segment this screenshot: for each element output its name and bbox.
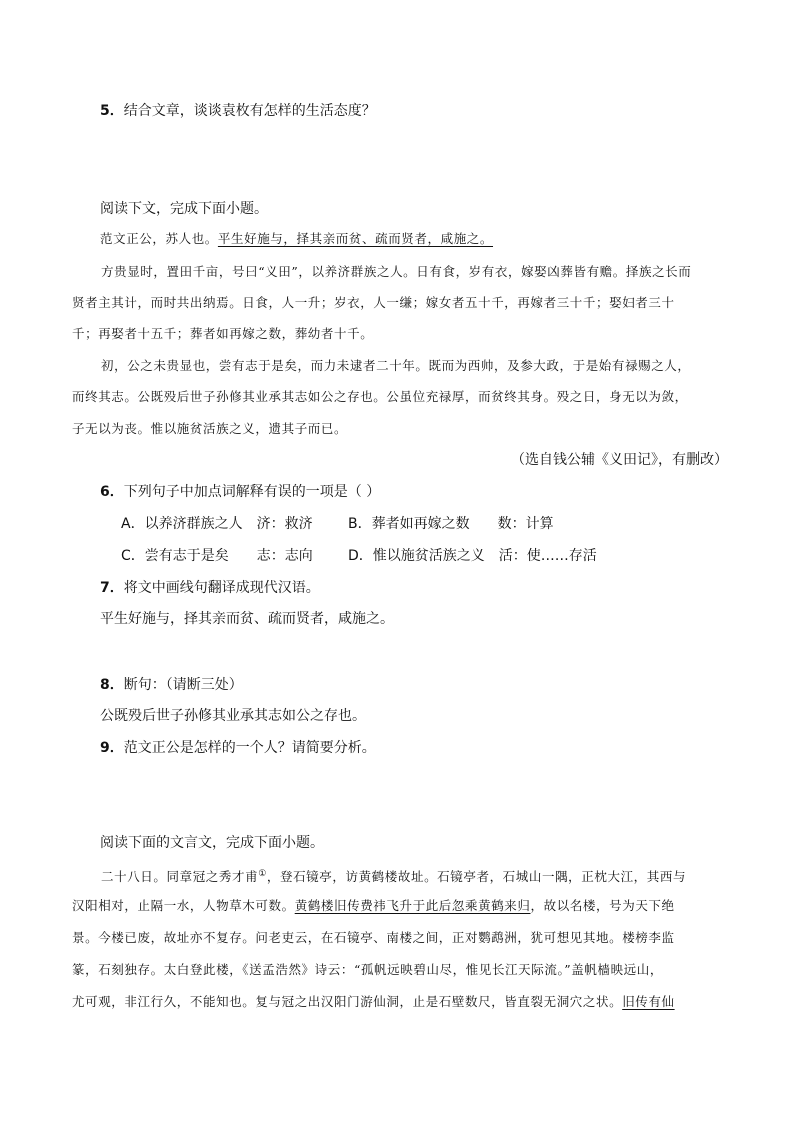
passage-2-intro: 阅读下面的文言文，完成下面小题。 [100,835,324,851]
passage-text: 尤可观，非江行久，不能知也。复与冠之出汉阳门游仙洞，止是石壁数尺，皆直裂无洞穴之状。 [72,994,623,1009]
question-text: 下列句子中加点词解释有误的一项是（ ） [123,484,381,500]
passage-text: 二十八日。同章冠之秀才甫 [101,869,259,885]
passage-text: 范文正公，苏人也。 [100,231,218,246]
passage-2-line [72,992,675,1012]
question-number: 8． [100,677,124,693]
question-9 [100,738,376,758]
question-number: 9． [100,740,124,756]
option-a: A．以养济群族之人 济：救济 [121,516,313,532]
passage-source: （选自钱公辅《义田记》，有删改） [511,452,728,468]
underlined-sentence: 平生好施与，择其亲而贫、疏而贤者，咸施之。 [217,231,494,246]
question-7 [100,578,320,598]
question-5 [100,101,376,121]
passage-text: ，故以名楼，号为天下绝 [530,898,675,913]
option-b: B．葬者如再嫁之数 数：计算 [348,516,554,532]
underlined-sentence: 旧传有仙 [622,994,675,1009]
question-text: 范文正公是怎样的一个人？请简要分析。 [123,740,376,756]
question-number: 7． [100,580,124,596]
question-text: 将文中画线句翻译成现代汉语。 [123,580,320,596]
passage-1-line: 贤者主其计，而时共出纳焉。日食，人一升；岁衣，人一缣；嫁女者五十千，再嫁者三十千；娶妇者三十 [72,295,675,310]
question-number: 5． [100,103,124,119]
passage-2-line: 篆，石刻独存。太白登此楼，《送孟浩然》诗云：“孤帆远映碧山尽，惟见长江天际流。”盖帆樯映远山， [72,962,663,977]
question-text: 断句：（请断三处） [123,677,243,693]
underlined-sentence: 黄鹤楼旧传费祎飞升于此后忽乘黄鹤来归 [294,898,531,913]
question-8-sentence: 公既殁后世子孙修其业承其志如公之存也。 [100,708,366,724]
question-number: 6． [100,484,124,500]
passage-2-line [72,896,675,916]
passage-1-line: 初，公之未贵显也，尝有志于是矣，而力未逮者二十年。既而为西帅，及参大政，于是始有禄赐之人， [101,358,691,373]
passage-1-line [100,229,493,249]
footnote-marker: ① [258,869,267,879]
question-6 [100,482,380,502]
passage-1-line: 而终其志。公既殁后世子孙修其业承其志如公之存也。公虽位充禄厚，而贫终其身。殁之日，身无以为敛， [72,389,688,404]
passage-1-line: 子无以为丧。惟以施贫活族之义，遗其子而已。 [72,421,348,436]
passage-2-line: 景。今楼已废，故址亦不复存。问老吏云，在石镜亭、南楼之间，正对鹦鹉洲，犹可想见其地。楼榜李监 [72,930,675,945]
passage-1-line: 千；再娶者十五千；葬者如再嫁之数，葬幼者十千。 [72,326,374,341]
passage-text: 汉阳相对，止隔一水，人物草木可数。 [72,898,295,913]
question-8 [100,675,243,695]
passage-text: ，登石镜亭，访黄鹤楼故址。石镜亭者，石城山一隅，正枕大江，其西与 [266,869,687,885]
passage-1-line: 方贵显时，置田千亩，号曰“义田”，以养济群族之人。日有食，岁有衣，嫁娶凶葬皆有赡。择族之长而 [101,264,692,279]
passage-2-line [101,864,686,887]
option-d: D．惟以施贫活族之义 活：使……存活 [348,548,597,564]
question-7-sentence: 平生好施与，择其亲而贫、疏而贤者，咸施之。 [100,611,394,627]
passage-1-intro: 阅读下文，完成下面小题。 [100,201,268,217]
question-text: 结合文章，谈谈袁枚有怎样的生活态度？ [123,103,376,119]
option-c: C．尝有志于是矣 志：志向 [121,548,313,564]
